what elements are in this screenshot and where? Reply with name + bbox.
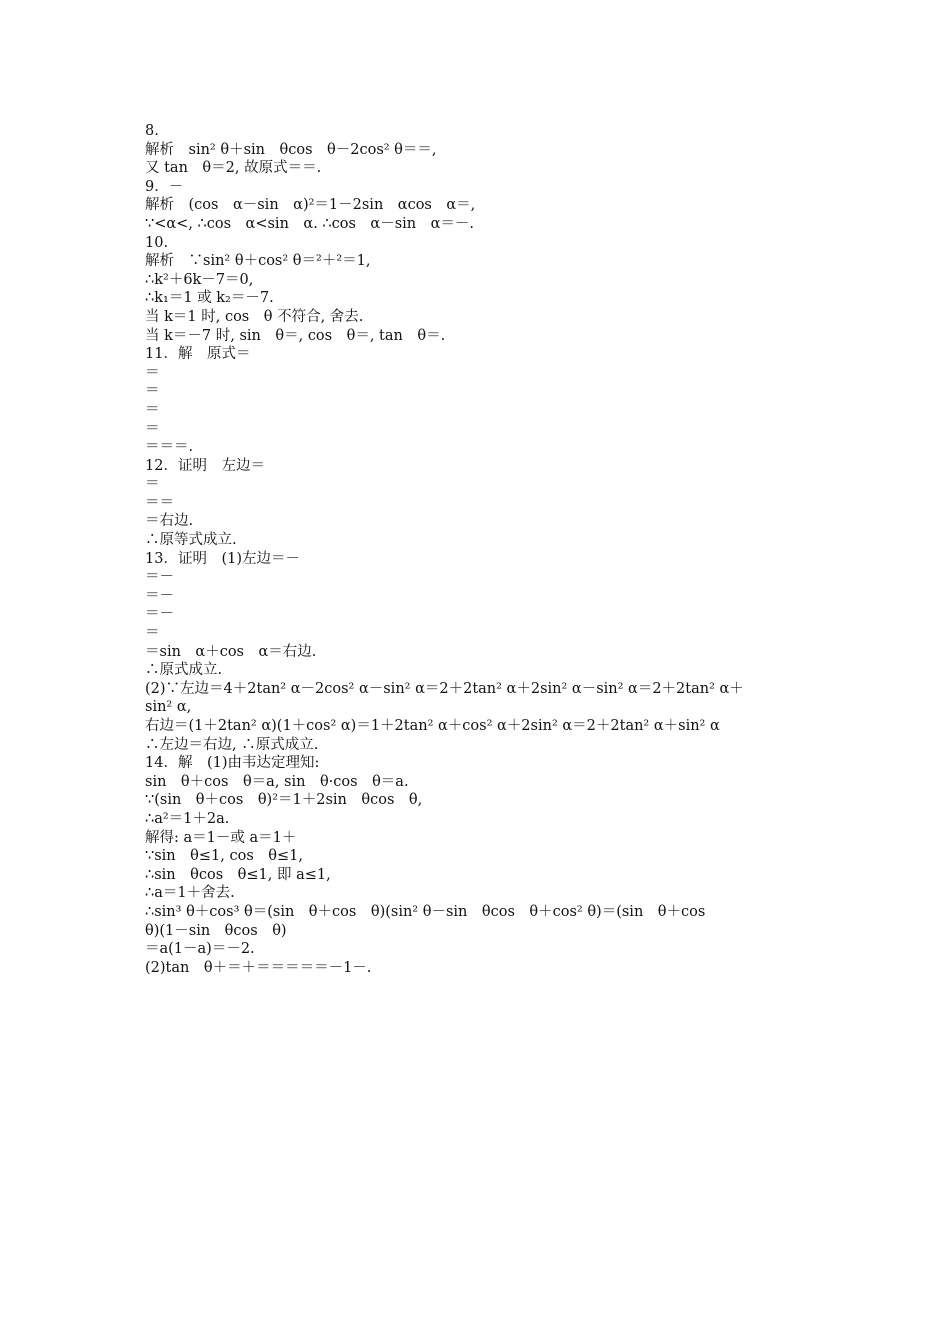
text-line: 当 k＝1 时, cos θ 不符合, 舍去. bbox=[145, 308, 364, 325]
text-line: ∴原等式成立. bbox=[145, 532, 237, 549]
text-line: 9．－ bbox=[145, 178, 184, 195]
text-line: ∴左边＝右边, ∴原式成立. bbox=[145, 736, 319, 753]
text-line: ∵<α<, ∴cos α<sin α. ∴cos α－sin α＝－. bbox=[145, 215, 475, 232]
text-line: 解析 sin² θ＋sin θcos θ－2cos² θ＝＝, bbox=[145, 141, 437, 158]
text-line: sin θ＋cos θ＝a, sin θ·cos θ＝a. bbox=[145, 773, 409, 790]
text-line: ＝ bbox=[145, 383, 160, 400]
text-line: 右边＝(1＋2tan² α)(1＋cos² α)＝1＋2tan² α＋cos² α＋2sin² α＝2＋2tan² α＋sin² α bbox=[145, 718, 720, 734]
text-line: ＝－ bbox=[145, 569, 174, 586]
text-line: ＝ bbox=[145, 364, 160, 381]
answer-page bbox=[145, 122, 825, 977]
text-line: ＝a(1－a)＝－2. bbox=[145, 941, 255, 958]
text-line: ＝ bbox=[145, 625, 160, 642]
text-line: ∴k₁＝1 或 k₂＝－7. bbox=[145, 290, 274, 307]
text-line: ＝ bbox=[145, 420, 160, 437]
text-line: 12．证明 左边＝ bbox=[145, 457, 265, 474]
text-line: ∴a²＝1＋2a. bbox=[145, 810, 230, 827]
text-line: ＝ bbox=[145, 476, 160, 493]
text-line: ∵(sin θ＋cos θ)²＝1＋2sin θcos θ, bbox=[145, 792, 423, 809]
text-line: 当 k＝－7 时, sin θ＝, cos θ＝, tan θ＝. bbox=[145, 327, 446, 344]
text-line: sin² α, bbox=[145, 699, 192, 716]
text-line: ∴原式成立. bbox=[145, 662, 223, 679]
text-line: θ)(1－sin θcos θ) bbox=[145, 922, 287, 939]
text-line: 10. bbox=[145, 234, 169, 251]
text-line: ＝－ bbox=[145, 606, 174, 623]
text-line: 11．解 原式＝ bbox=[145, 346, 251, 363]
text-line: 又 tan θ＝2, 故原式＝＝. bbox=[145, 160, 322, 177]
text-line: ＝sin α＋cos α＝右边. bbox=[145, 643, 317, 660]
text-line: 解析 ∵sin² θ＋cos² θ＝²＋²＝1, bbox=[145, 253, 371, 270]
text-line: (2)tan θ＋＝＋＝＝＝＝＝－1－. bbox=[145, 959, 372, 976]
text-line: ＝－ bbox=[145, 587, 174, 604]
text-line: ∵sin θ≤1, cos θ≤1, bbox=[145, 848, 303, 865]
text-line: ＝右边. bbox=[145, 513, 194, 530]
text-line: ∴k²＋6k－7＝0, bbox=[145, 271, 254, 288]
text-line: 8. bbox=[145, 123, 159, 139]
text-line: ∴sin θcos θ≤1, 即 a≤1, bbox=[145, 866, 331, 883]
text-line: 解得: a＝1－或 a＝1＋ bbox=[145, 829, 297, 846]
text-line: (2)∵左边＝4＋2tan² α－2cos² α－sin² α＝2＋2tan² α＋2sin² α－sin² α＝2＋2tan² α＋ bbox=[145, 680, 744, 697]
text-line: 解析 (cos α－sin α)²＝1－2sin αcos α＝, bbox=[145, 197, 476, 214]
text-line: ＝ bbox=[145, 401, 160, 418]
text-line: 14．解 (1)由韦达定理知: bbox=[145, 755, 320, 772]
text-line: ＝＝ bbox=[145, 494, 174, 511]
text-line: ∴a＝1＋舍去. bbox=[145, 885, 235, 902]
text-line: ∴sin³ θ＋cos³ θ＝(sin θ＋cos θ)(sin² θ－sin θcos θ＋cos² θ)＝(sin θ＋cos bbox=[145, 903, 706, 920]
text-line: 13．证明 (1)左边＝－ bbox=[145, 550, 300, 567]
text-line: ＝＝＝. bbox=[145, 439, 194, 456]
